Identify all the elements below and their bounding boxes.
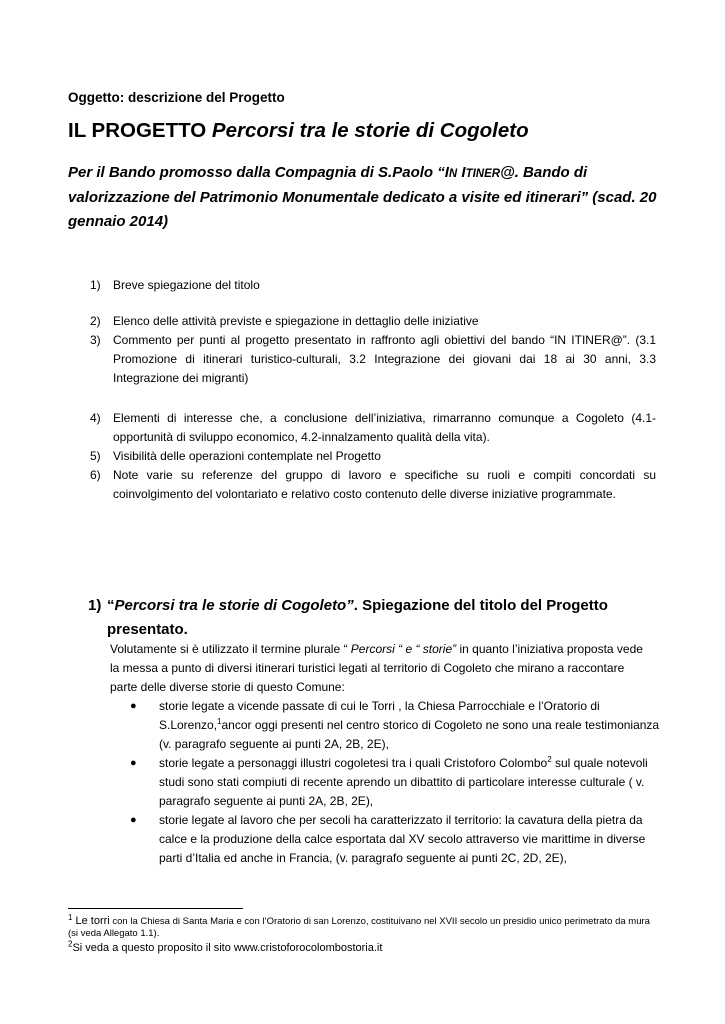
- toc-text: Breve spiegazione del titolo: [113, 278, 260, 292]
- footnote-mark: 2: [68, 939, 73, 949]
- bullet-text: [159, 811, 660, 868]
- bullet-text-b: ancor oggi presenti nel centro storico di Cogoleto ne sono una reale testimonianza (v. paragrafo seguente ai punti 2A, 2B, 2E),: [159, 718, 660, 751]
- toc-text: Note varie su referenze del gruppo di lavoro e specifiche su ruoli e compiti concordati su coinvolgimento del volontariato e relativo costo contenuto delle diverse iniziative programmate.: [113, 468, 656, 501]
- bando-smallcaps-2: TINER: [465, 168, 501, 180]
- bullet-list: [130, 697, 660, 868]
- footnote-text: Si veda a questo proposito il sito www.cristoforocolombostoria.it: [72, 942, 383, 954]
- section-intro-paragraph: [110, 640, 650, 697]
- bullet-text: [159, 754, 660, 811]
- toc-number: 1): [90, 278, 101, 292]
- footnote-divider: [68, 908, 243, 909]
- bando-smallcaps-1: N: [448, 168, 458, 180]
- list-item: [130, 697, 660, 754]
- toc-number: 5): [90, 449, 101, 463]
- footnote-ref: 2: [547, 755, 552, 764]
- title-italic: Percorsi tra le storie di Cogoleto: [211, 119, 529, 142]
- toc-item: [90, 276, 656, 295]
- toc-item: [90, 331, 656, 388]
- toc-text: Visibilità delle operazioni contemplate nel Progetto: [113, 449, 381, 463]
- intro-text-1: Volutamente si è utilizzato il termine plurale “: [110, 642, 351, 656]
- toc-item: [90, 409, 656, 447]
- page-title: [68, 119, 529, 143]
- footnote-1: [68, 912, 658, 940]
- footnote-lead: Le torri: [72, 915, 110, 927]
- section-title-quote: “: [107, 597, 115, 614]
- intro-italic: Percorsi “ e “ storie”: [350, 642, 457, 656]
- section-title-rest: . Spiegazione del titolo del Progetto presentato.: [107, 597, 608, 638]
- table-of-contents: [90, 276, 656, 504]
- bullet-text-a: storie legate al lavoro che per secoli ha caratterizzato il territorio: la cavatura della pietra da calce e la produzione della calce esportata dal XV secolo attraverso vie marittime in diverse parti d’Italia ed anche in Francia, (v. paragrafo seguente ai punti 2C, 2D, 2E),: [159, 813, 646, 865]
- footnote-text: con la Chiesa di Santa Maria e con l’Oratorio di san Lorenzo, costituivano nel XVII secolo un presidio unico perimetrato da mura (si veda Allegato 1.1).: [68, 916, 650, 939]
- bando-subtitle: [68, 161, 668, 234]
- intro-text-2: in quanto l’iniziativa proposta vede la messa a punto di diversi itinerari turistici legati al territorio di Cogoleto che mirano a raccontare parte delle diverse storie di questo Comune:: [110, 642, 643, 694]
- toc-text: Elenco delle attività previste e spiegazione in dettaglio delle iniziative: [113, 314, 479, 328]
- toc-number: 4): [90, 411, 101, 425]
- section-title: [88, 594, 648, 642]
- list-item: [130, 754, 660, 811]
- bando-text-2: I: [457, 164, 466, 181]
- toc-item: [90, 312, 656, 331]
- footnote-mark: 1: [68, 912, 73, 922]
- title-prefix: IL PROGETTO: [68, 119, 207, 142]
- toc-number: 3): [90, 333, 101, 347]
- bullet-text-b: sul quale notevoli studi sono stati compiuti di recente aprendo un dibattito di particolare interesse culturale ( v. paragrafo seguente ai punti 2A, 2B, 2E),: [159, 756, 648, 808]
- bullet-icon: ●: [130, 700, 137, 712]
- toc-item: [90, 466, 656, 504]
- section-number: 1): [88, 597, 102, 614]
- section-title-italic: Percorsi tra le storie di Cogoleto”: [114, 597, 354, 614]
- section-heading: [88, 594, 648, 642]
- subject-line: Oggetto: descrizione del Progetto: [68, 90, 285, 105]
- bullet-icon: ●: [130, 814, 137, 826]
- toc-item: [90, 447, 656, 466]
- toc-text: Elementi di interesse che, a conclusione dell’iniziativa, rimarranno comunque a Cogoleto (4.1-opportunità di sviluppo economico, 4.2-innalzamento qualità della vita).: [113, 411, 656, 444]
- bullet-icon: ●: [130, 757, 137, 769]
- bullet-text-a: storie legate a vicende passate di cui le Torri , la Chiesa Parrocchiale e l’Oratorio di S.Lorenzo,: [159, 699, 600, 732]
- toc-text: Commento per punti al progetto presentato in raffronto agli obiettivi del bando “IN ITINER@”. (3.1 Promozione di itinerari turistico-culturali, 3.2 Integrazione dei giovani dai 18 ai 30 anni, 3.3 Integrazione dei migranti): [113, 333, 656, 385]
- bullet-text-a: storie legate a personaggi illustri cogoletesi tra i quali Cristoforo Colombo: [159, 756, 548, 770]
- list-item: [130, 811, 660, 868]
- toc-number: 6): [90, 468, 101, 482]
- bando-text-3: @. Bando di valorizzazione del Patrimonio Monumentale dedicato a visite ed itinerari” (scad. 20 gennaio 2014): [68, 164, 657, 230]
- bullet-text: [159, 697, 660, 754]
- toc-number: 2): [90, 314, 101, 328]
- footnote-ref: 1: [217, 717, 222, 726]
- footnote-2: [68, 941, 658, 955]
- bando-text-1: Per il Bando promosso dalla Compagnia di S.Paolo “I: [68, 164, 449, 181]
